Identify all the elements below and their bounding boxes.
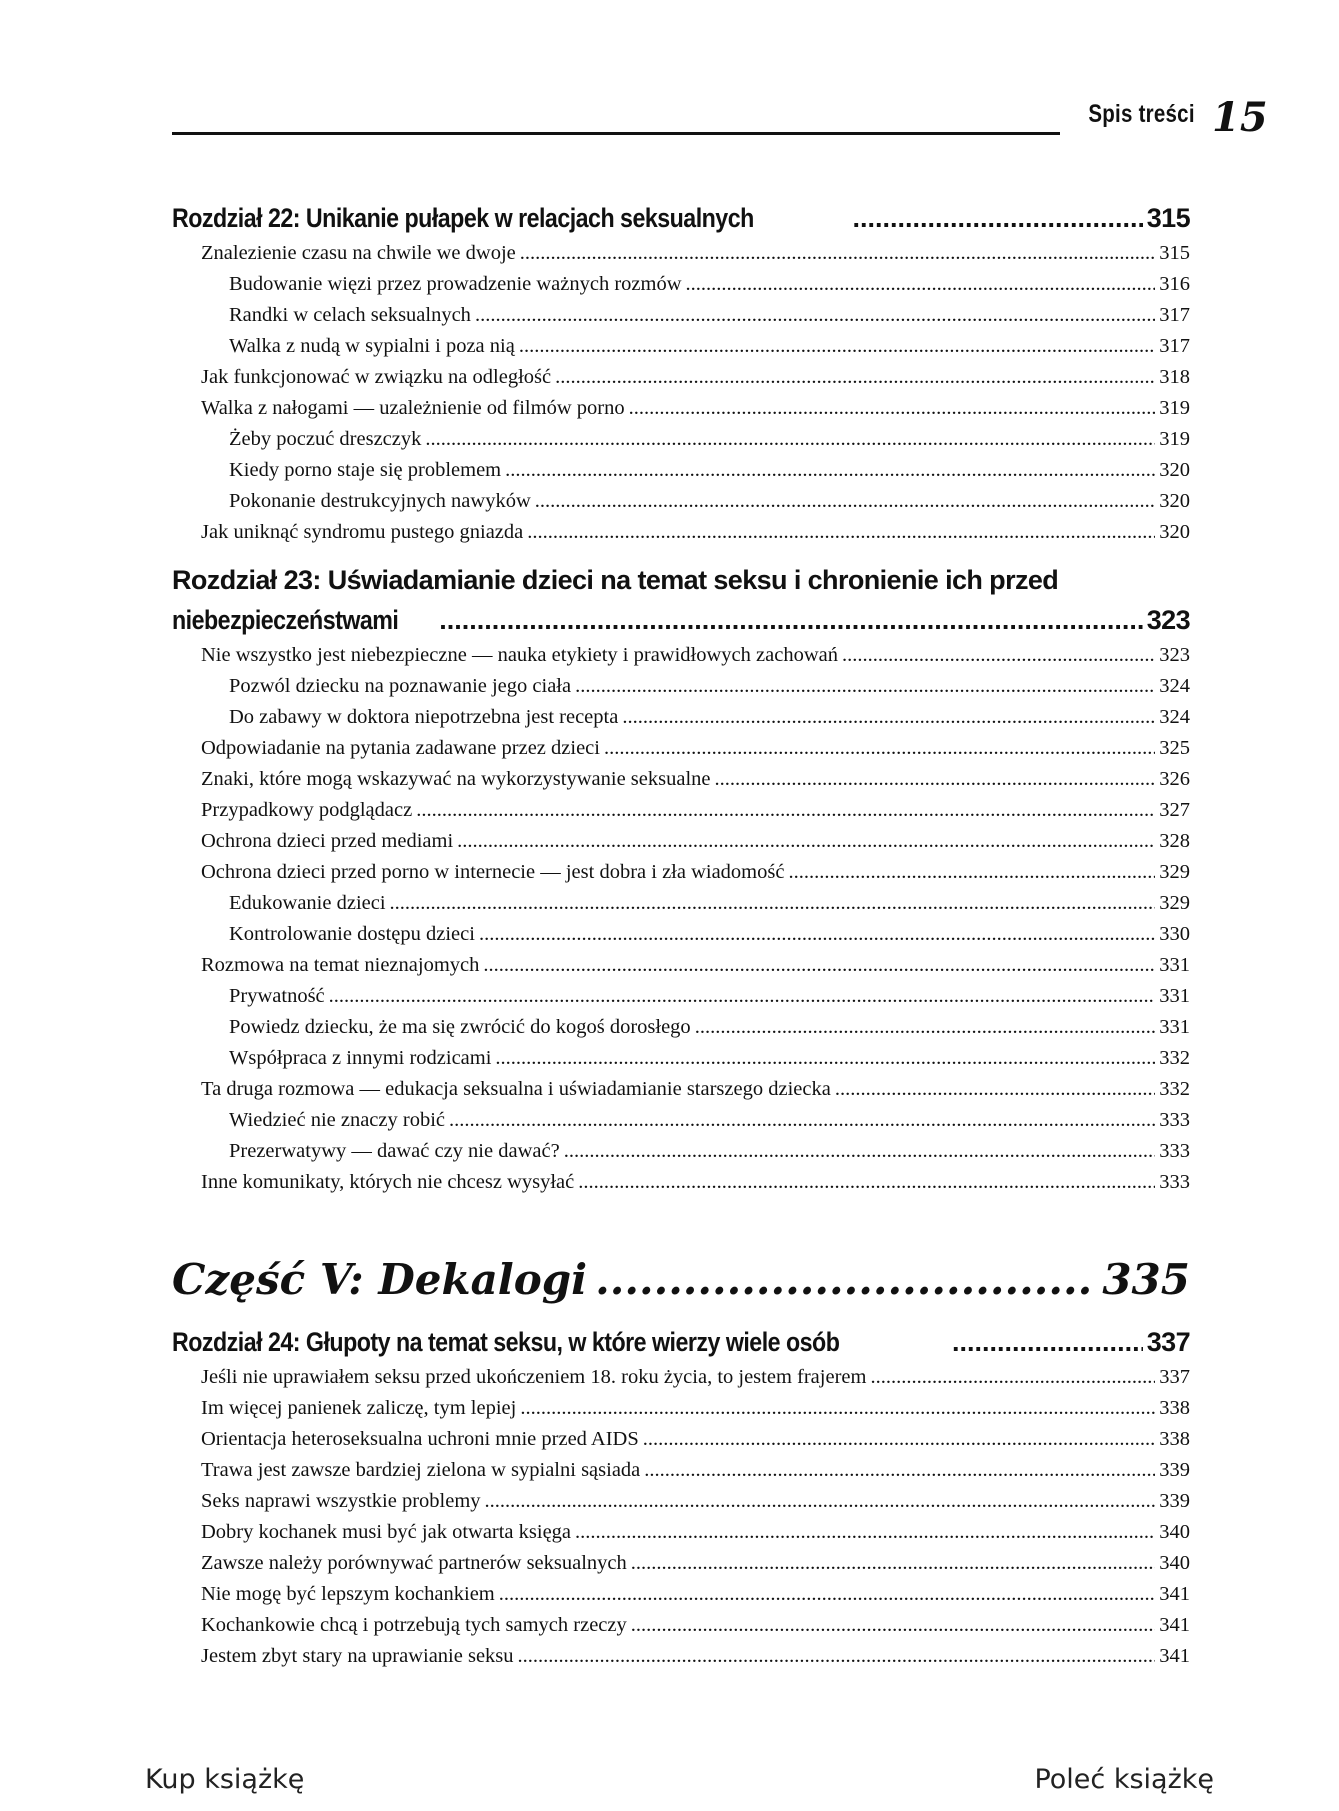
toc-entry-title: Ochrona dzieci przed mediami bbox=[201, 830, 454, 852]
toc-entry bbox=[172, 300, 1190, 331]
toc-entry-page: 341 bbox=[1159, 1645, 1190, 1667]
toc-entry-page: 317 bbox=[1159, 304, 1190, 326]
toc-entry bbox=[172, 857, 1190, 888]
toc-entry-page: 320 bbox=[1159, 459, 1190, 481]
dot-leader bbox=[527, 517, 1155, 548]
dot-leader bbox=[604, 733, 1155, 764]
toc-entry-title: Zawsze należy porównywać partnerów seksualnych bbox=[201, 1552, 627, 1574]
toc-entry-title: Kiedy porno staje się problemem bbox=[229, 459, 502, 481]
toc-entry-title: Prezerwatywy — dawać czy nie dawać? bbox=[229, 1140, 560, 1162]
toc-entry-title: Powiedz dziecku, że ma się zwrócić do kogoś dorosłego bbox=[229, 1016, 691, 1038]
toc-entry-page: 317 bbox=[1159, 335, 1190, 357]
dot-leader bbox=[555, 362, 1155, 393]
chapter-title: Rozdział 22: Unikanie pułapek w relacjach seksualnych bbox=[172, 203, 754, 233]
dot-leader bbox=[520, 238, 1156, 269]
toc-entry bbox=[172, 1455, 1190, 1486]
dot-leader bbox=[518, 1641, 1156, 1672]
toc-entry-title: Budowanie więzi przez prowadzenie ważnych rozmów bbox=[229, 273, 682, 295]
chapter-23-entries bbox=[172, 640, 1190, 1198]
toc-entry bbox=[172, 1105, 1190, 1136]
toc-entry-page: 324 bbox=[1159, 675, 1190, 697]
chapter-title-line-2-row bbox=[172, 600, 1190, 640]
toc-entry-title: Odpowiadanie na pytania zadawane przez dzieci bbox=[201, 737, 600, 759]
dot-leader bbox=[715, 764, 1156, 795]
dot-leader bbox=[575, 1517, 1155, 1548]
part-page: 335 bbox=[1102, 1255, 1190, 1304]
toc-entry bbox=[172, 1579, 1190, 1610]
toc-entry-title: Jak funkcjonować w związku na odległość bbox=[201, 366, 552, 388]
toc-entry-title: Jeśli nie uprawiałem seksu przed ukończeniem 18. roku życia, to jestem frajerem bbox=[201, 1366, 867, 1388]
recommend-book-link[interactable]: Poleć książkę bbox=[1034, 1764, 1214, 1795]
toc-entry-page: 340 bbox=[1159, 1552, 1190, 1574]
chapter-22-entries bbox=[172, 238, 1190, 548]
toc-entry bbox=[172, 702, 1190, 733]
toc-entry-title: Żeby poczuć dreszczyk bbox=[229, 428, 422, 450]
toc-entry-title: Kochankowie chcą i potrzebują tych samych rzeczy bbox=[201, 1614, 627, 1636]
chapter-page: 315 bbox=[1146, 203, 1190, 233]
toc-entry-title: Inne komunikaty, których nie chcesz wysyłać bbox=[201, 1171, 575, 1193]
toc-entry-page: 319 bbox=[1159, 397, 1190, 419]
toc-entry-page: 315 bbox=[1159, 242, 1190, 264]
toc-entry bbox=[172, 1043, 1190, 1074]
toc-entry-page: 338 bbox=[1159, 1397, 1190, 1419]
toc-entry-page: 331 bbox=[1159, 954, 1190, 976]
toc-entry-title: Jak uniknąć syndromu pustego gniazda bbox=[201, 521, 524, 543]
toc-entry bbox=[172, 640, 1190, 671]
header-rule bbox=[172, 132, 1060, 135]
dot-leader bbox=[475, 300, 1155, 331]
chapter-24-entries bbox=[172, 1362, 1190, 1672]
toc-entry-title: Prywatność bbox=[229, 985, 325, 1007]
toc-entry bbox=[172, 1012, 1190, 1043]
chapter-title-line-1: Rozdział 23: Uświadamianie dzieci na temat seksu i chronienie ich przed bbox=[172, 565, 1059, 595]
toc-entry bbox=[172, 486, 1190, 517]
toc-entry-title: Dobry kochanek musi być jak otwarta księga bbox=[201, 1521, 572, 1543]
toc-entry-page: 333 bbox=[1159, 1171, 1190, 1193]
dot-leader bbox=[952, 1322, 1143, 1362]
dot-leader bbox=[842, 640, 1155, 671]
toc-entry-page: 331 bbox=[1159, 1016, 1190, 1038]
toc-entry-page: 325 bbox=[1159, 737, 1190, 759]
toc-entry-page: 341 bbox=[1159, 1614, 1190, 1636]
toc-entry-page: 339 bbox=[1159, 1459, 1190, 1481]
chapter-title: Rozdział 24: Głupoty na temat seksu, w które wierzy wiele osób bbox=[172, 1327, 840, 1357]
toc-entry-page: 329 bbox=[1159, 861, 1190, 883]
dot-leader bbox=[644, 1455, 1155, 1486]
toc-entry-title: Randki w celach seksualnych bbox=[229, 304, 471, 326]
part-5-heading bbox=[172, 1244, 1190, 1316]
toc-entry-page: 331 bbox=[1159, 985, 1190, 1007]
toc-entry-page: 327 bbox=[1159, 799, 1190, 821]
toc-entry bbox=[172, 950, 1190, 981]
dot-leader bbox=[631, 1610, 1156, 1641]
toc-entry-title: Nie wszystko jest niebezpieczne — nauka etykiety i prawidłowych zachowań bbox=[201, 644, 838, 666]
toc-entry-page: 337 bbox=[1159, 1366, 1190, 1388]
dot-leader bbox=[788, 857, 1155, 888]
dot-leader bbox=[449, 1105, 1155, 1136]
buy-book-link[interactable]: Kup książkę bbox=[145, 1764, 305, 1795]
toc-entry-title: Ta druga rozmowa — edukacja seksualna i uświadamianie starszego dziecka bbox=[201, 1078, 831, 1100]
dot-leader bbox=[495, 1043, 1155, 1074]
toc-entry-page: 333 bbox=[1159, 1109, 1190, 1131]
toc-entry bbox=[172, 424, 1190, 455]
toc-entry-title: Im więcej panienek zaliczę, tym lepiej bbox=[201, 1397, 517, 1419]
running-header-title: Spis treści bbox=[1088, 100, 1195, 128]
dot-leader bbox=[686, 269, 1156, 300]
toc-entry-title: Nie mogę być lepszym kochankiem bbox=[201, 1583, 495, 1605]
toc-entry bbox=[172, 826, 1190, 857]
chapter-23-heading bbox=[172, 560, 1190, 640]
toc-entry bbox=[172, 517, 1190, 548]
toc-entry bbox=[172, 362, 1190, 393]
chapter-page: 323 bbox=[1146, 605, 1190, 635]
toc-entry-page: 332 bbox=[1159, 1047, 1190, 1069]
toc-entry-title: Walka z nudą w sypialni i poza nią bbox=[229, 335, 515, 357]
toc-entry-page: 340 bbox=[1159, 1521, 1190, 1543]
toc-entry bbox=[172, 1641, 1190, 1672]
dot-leader bbox=[457, 826, 1155, 857]
toc-entry-page: 333 bbox=[1159, 1140, 1190, 1162]
dot-leader bbox=[631, 1548, 1155, 1579]
dot-leader bbox=[483, 950, 1155, 981]
dot-leader bbox=[390, 888, 1156, 919]
toc-entry bbox=[172, 1548, 1190, 1579]
dot-leader bbox=[439, 600, 1143, 640]
toc-entry bbox=[172, 981, 1190, 1012]
dot-leader bbox=[499, 1579, 1156, 1610]
toc-entry-title: Rozmowa na temat nieznajomych bbox=[201, 954, 480, 976]
toc-entry-title: Wiedzieć nie znaczy robić bbox=[229, 1109, 446, 1131]
toc-entry bbox=[172, 1517, 1190, 1548]
toc-entry bbox=[172, 1167, 1190, 1198]
toc-entry bbox=[172, 919, 1190, 950]
dot-leader bbox=[564, 1136, 1156, 1167]
toc-entry bbox=[172, 764, 1190, 795]
toc-entry-page: 316 bbox=[1159, 273, 1190, 295]
dot-leader bbox=[479, 919, 1155, 950]
toc-entry bbox=[172, 1362, 1190, 1393]
toc-entry-page: 319 bbox=[1159, 428, 1190, 450]
dot-leader bbox=[519, 331, 1155, 362]
toc-entry-title: Edukowanie dzieci bbox=[229, 892, 386, 914]
toc-entry-title: Walka z nałogami — uzależnienie od filmów porno bbox=[201, 397, 625, 419]
toc-entry bbox=[172, 269, 1190, 300]
toc-entry-title: Jestem zbyt stary na uprawianie seksu bbox=[201, 1645, 514, 1667]
toc-entry-title: Ochrona dzieci przed porno w internecie — jest dobra i zła wiadomość bbox=[201, 861, 785, 883]
toc-entry-page: 328 bbox=[1159, 830, 1190, 852]
toc-entry bbox=[172, 238, 1190, 269]
toc-entry-page: 324 bbox=[1159, 706, 1190, 728]
chapter-24-heading bbox=[172, 1322, 1190, 1362]
toc-entry-page: 339 bbox=[1159, 1490, 1190, 1512]
toc-entry-page: 320 bbox=[1159, 490, 1190, 512]
toc-entry-title: Pozwól dziecku na poznawanie jego ciała bbox=[229, 675, 572, 697]
toc-entry bbox=[172, 393, 1190, 424]
toc-entry-page: 329 bbox=[1159, 892, 1190, 914]
part-title: Część V: Dekalogi bbox=[172, 1255, 588, 1304]
toc-entry bbox=[172, 1074, 1190, 1105]
dot-leader bbox=[535, 486, 1156, 517]
dot-leader bbox=[870, 1362, 1155, 1393]
toc-entry-page: 332 bbox=[1159, 1078, 1190, 1100]
dot-leader bbox=[329, 981, 1156, 1012]
toc-entry bbox=[172, 1136, 1190, 1167]
chapter-page: 337 bbox=[1146, 1327, 1190, 1357]
dot-leader bbox=[520, 1393, 1155, 1424]
toc-entry-title: Przypadkowy podglądacz bbox=[201, 799, 413, 821]
toc-entry bbox=[172, 331, 1190, 362]
toc-entry-page: 341 bbox=[1159, 1583, 1190, 1605]
toc-entry-page: 326 bbox=[1159, 768, 1190, 790]
page-number: 15 bbox=[1212, 94, 1268, 141]
dot-leader bbox=[595, 1244, 1094, 1316]
table-of-contents bbox=[172, 198, 1190, 1672]
toc-entry-title: Seks naprawi wszystkie problemy bbox=[201, 1490, 481, 1512]
dot-leader bbox=[629, 393, 1156, 424]
toc-entry bbox=[172, 795, 1190, 826]
dot-leader bbox=[643, 1424, 1156, 1455]
toc-entry bbox=[172, 1424, 1190, 1455]
toc-entry bbox=[172, 455, 1190, 486]
toc-entry bbox=[172, 671, 1190, 702]
toc-entry-title: Trawa jest zawsze bardziej zielona w sypialni sąsiada bbox=[201, 1459, 641, 1481]
chapter-22-heading bbox=[172, 198, 1190, 238]
dot-leader bbox=[695, 1012, 1156, 1043]
toc-entry bbox=[172, 1393, 1190, 1424]
dot-leader bbox=[575, 671, 1155, 702]
dot-leader bbox=[835, 1074, 1155, 1105]
toc-entry bbox=[172, 1610, 1190, 1641]
chapter-title-line-2: niebezpieczeństwami bbox=[172, 605, 399, 635]
dot-leader bbox=[852, 198, 1142, 238]
toc-entry-title: Znaki, które mogą wskazywać na wykorzystywanie seksualne bbox=[201, 768, 711, 790]
toc-entry-page: 318 bbox=[1159, 366, 1190, 388]
toc-entry-title: Kontrolowanie dostępu dzieci bbox=[229, 923, 475, 945]
dot-leader bbox=[485, 1486, 1156, 1517]
dot-leader bbox=[505, 455, 1155, 486]
toc-entry-page: 320 bbox=[1159, 521, 1190, 543]
toc-entry-title: Orientacja heteroseksualna uchroni mnie przed AIDS bbox=[201, 1428, 639, 1450]
dot-leader bbox=[578, 1167, 1155, 1198]
toc-entry bbox=[172, 888, 1190, 919]
toc-entry bbox=[172, 1486, 1190, 1517]
toc-entry-page: 330 bbox=[1159, 923, 1190, 945]
toc-entry-title: Pokonanie destrukcyjnych nawyków bbox=[229, 490, 531, 512]
dot-leader bbox=[416, 795, 1155, 826]
toc-entry-title: Znalezienie czasu na chwile we dwoje bbox=[201, 242, 516, 264]
toc-entry-page: 323 bbox=[1159, 644, 1190, 666]
dot-leader bbox=[622, 702, 1155, 733]
toc-entry-title: Współpraca z innymi rodzicami bbox=[229, 1047, 492, 1069]
toc-entry-page: 338 bbox=[1159, 1428, 1190, 1450]
toc-entry-title: Do zabawy w doktora niepotrzebna jest recepta bbox=[229, 706, 619, 728]
toc-entry bbox=[172, 733, 1190, 764]
dot-leader bbox=[425, 424, 1155, 455]
